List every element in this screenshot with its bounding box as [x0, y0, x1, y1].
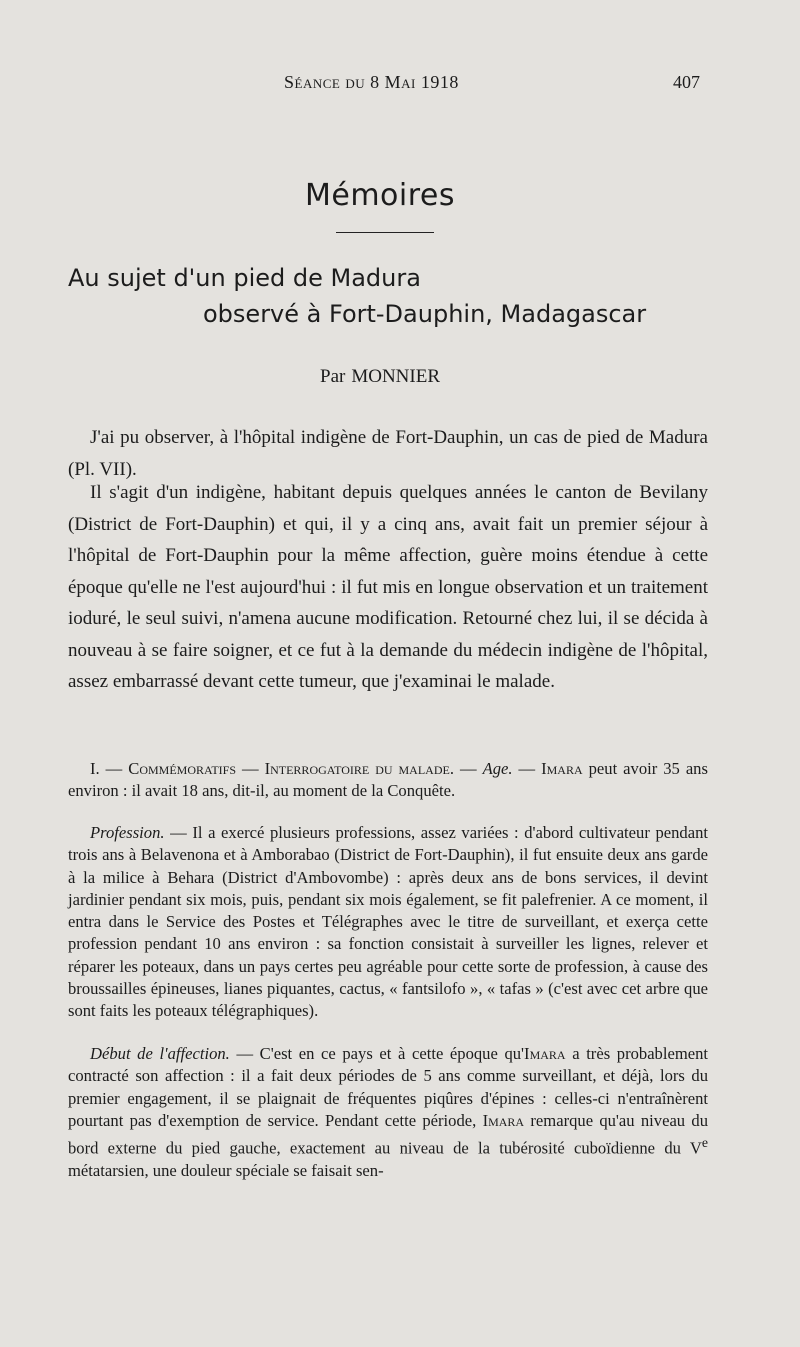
article-title-line2: observé à Fort-Dauphin, Madagascar: [203, 300, 647, 328]
running-head: [0, 72, 800, 102]
paragraph-text: remarque qu'au niveau du bord externe du pied gauche, exactement au niveau de la tubérosité cuboïdienne du V: [68, 1110, 708, 1158]
patient-name: Imara: [541, 759, 583, 778]
paragraph-text: a très probablement contracté son affection : il a fait deux périodes de 5 ans comme surveillant, et déjà, lors du premier engagement, il se plaignait de fréquentes piqûres d'épines : celles-ci n'entraînèrent pourtant pas d'exemption de service. Pendant cette période,: [68, 1044, 709, 1130]
author-prefix: Par: [320, 366, 346, 387]
heading-commemoratifs: Commémoratifs: [128, 759, 237, 778]
paragraph-text: — Il a exercé plusieurs professions, assez variées : d'abord cultivateur pendant trois ans à Belavenona et à Amborabao (District de Fort-Dauphin), il fut ensuite deux ans garde à la milice à Behara (District d'Ambovombe) : après deux ans de bons services, il devint jardinier pendant six mois, puis, pendant six mois également, se fit palefrenier. A ce moment, il entra dans le Service des Postes et Télégraphes avec le titre de surveillant, et exerça cette profession pendant 10 ans environ : sa fonction consistait à surveiller les lignes, relever et réparer les poteaux, dans un pays certes peu agréable pour cette sorte de profession, à cause des broussailles épineuses, lianes piquantes, cactus, « fantsilofo », « tafas » (c'est avec cet arbre que sont faits les poteaux télégraphiques).: [68, 823, 708, 1021]
author-line: [0, 366, 760, 388]
dash: —: [242, 759, 259, 778]
running-title: Séance du 8 Mai 1918: [284, 72, 459, 92]
paragraph-debut: [68, 1043, 708, 1182]
article-title-line1: Au sujet d'un pied de Madura: [68, 264, 421, 292]
paragraph-case: Il s'agit d'un indigène, habitant depuis quelques années le canton de Bevilany (District de Fort-Dauphin) et qui, il y a cinq ans, avait fait un premier séjour à l'hôpital de Fort-Dauphin pour la même affection, guère moins étendue à cette époque qu'elle ne l'est aujourd'hui : il fut mis en longue observation et un traitement ioduré, le seul suivi, n'amena aucune modification. Retourné chez lui, il se décida à nouveau à se faire soigner, et ce fut à la demande du médecin indigène de l'hôpital, assez embarrassé devant cette tumeur, que j'examinai le malade.: [68, 482, 708, 692]
paragraph-text: — C'est en ce pays et à cette époque qu': [236, 1044, 525, 1063]
page-number: 407: [673, 72, 700, 92]
title-rule: [336, 232, 434, 233]
section-number: I. —: [90, 759, 123, 778]
patient-name: Imara: [482, 1110, 525, 1130]
dash: —: [459, 759, 477, 778]
author-name: MONNIER: [351, 366, 440, 387]
dash: —: [518, 759, 536, 778]
heading-interrogatoire: Interrogatoire du malade.: [264, 759, 454, 778]
section-title: Mémoires: [304, 178, 455, 213]
paragraph-text: métatarsien, une douleur spéciale se faisait sen-: [68, 1161, 384, 1181]
paragraph-profession: [68, 822, 708, 1023]
label-age: Age.: [482, 759, 513, 778]
patient-name: Imara: [524, 1044, 566, 1063]
superscript: e: [701, 1135, 708, 1151]
paragraph-commemoratifs: [68, 758, 708, 803]
label-profession: Profession.: [90, 823, 165, 842]
paragraph-intro: J'ai pu observer, à l'hôpital indigène de Fort-Dauphin, un cas de pied de Madura (Pl. VII).: [68, 427, 708, 480]
label-debut: Début de l'affection.: [90, 1044, 230, 1063]
paragraph-text: peut avoir 35 ans environ : il avait 18 ans, dit-il, au moment de la Conquête.: [68, 759, 708, 801]
